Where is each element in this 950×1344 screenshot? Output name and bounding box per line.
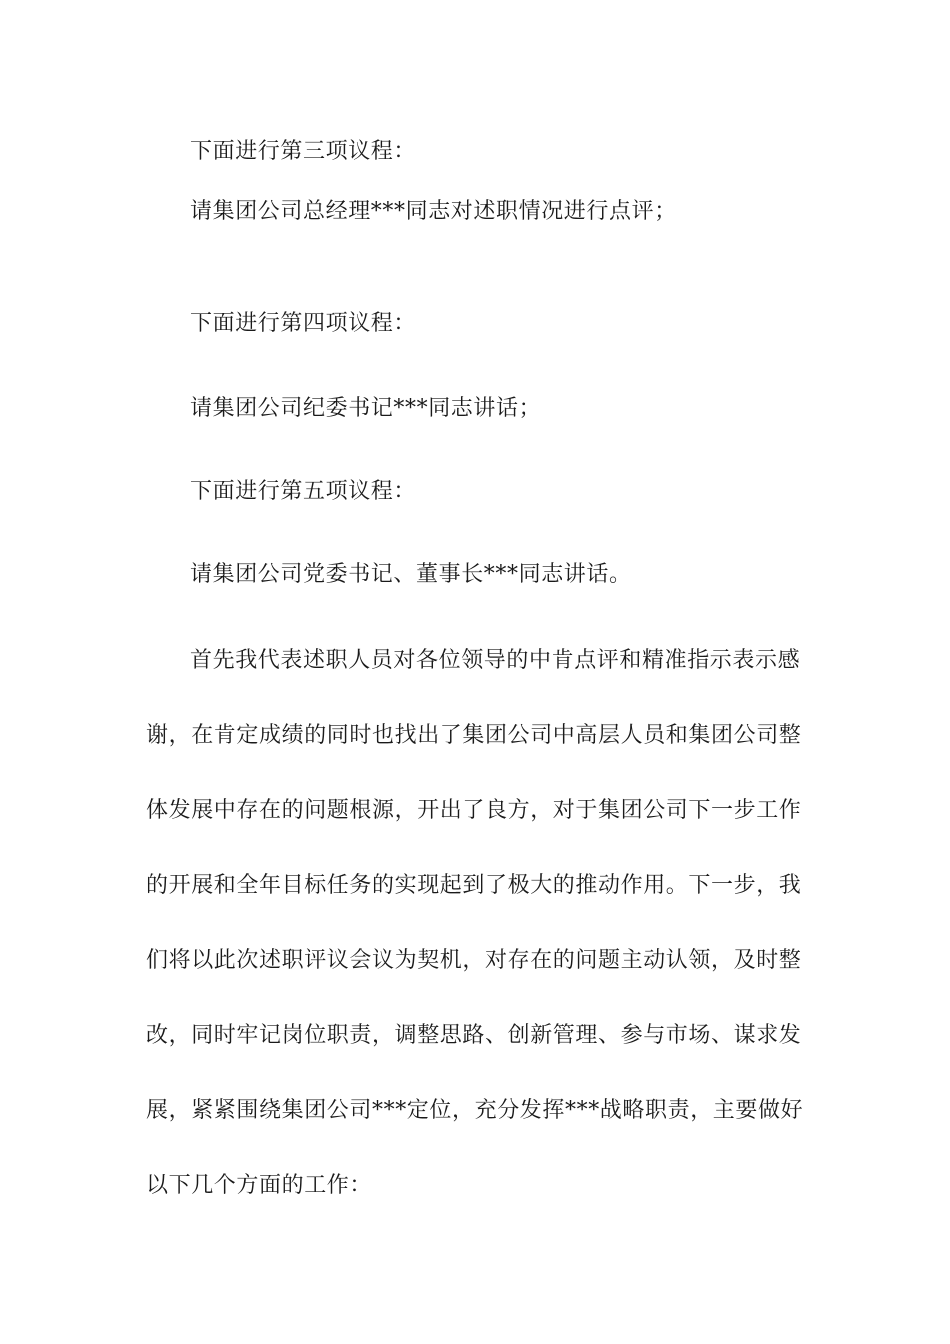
- agenda-item-3-content: 请集团公司总经理***同志对述职情况进行点评；: [190, 199, 677, 224]
- agenda-item-4-heading: 下面进行第四项议程：: [190, 311, 417, 336]
- agenda-item-3-heading: 下面进行第三项议程：: [190, 139, 417, 164]
- paragraph-line: 的开展和全年目标任务的实现起到了极大的推动作用。下一步，我: [146, 873, 802, 898]
- paragraph-line: 体发展中存在的问题根源，开出了良方，对于集团公司下一步工作: [146, 798, 802, 823]
- paragraph-line: 改，同时牢记岗位职责，调整思路、创新管理、参与市场、谋求发: [146, 1023, 802, 1048]
- paragraph-line: 首先我代表述职人员对各位领导的中肯点评和精准指示表示感: [190, 648, 801, 673]
- agenda-item-4-content: 请集团公司纪委书记***同志讲话；: [190, 396, 542, 421]
- paragraph-line: 展，紧紧围绕集团公司***定位，充分发挥***战略职责，主要做好: [146, 1098, 804, 1123]
- paragraph-line: 们将以此次述职评议会议为契机，对存在的问题主动认领，及时整: [146, 948, 802, 973]
- agenda-item-5-heading: 下面进行第五项议程：: [190, 479, 417, 504]
- paragraph-line: 谢，在肯定成绩的同时也找出了集团公司中高层人员和集团公司整: [146, 723, 802, 748]
- paragraph-line: 以下几个方面的工作：: [146, 1173, 373, 1198]
- agenda-item-5-content: 请集团公司党委书记、董事长***同志讲话。: [190, 562, 632, 587]
